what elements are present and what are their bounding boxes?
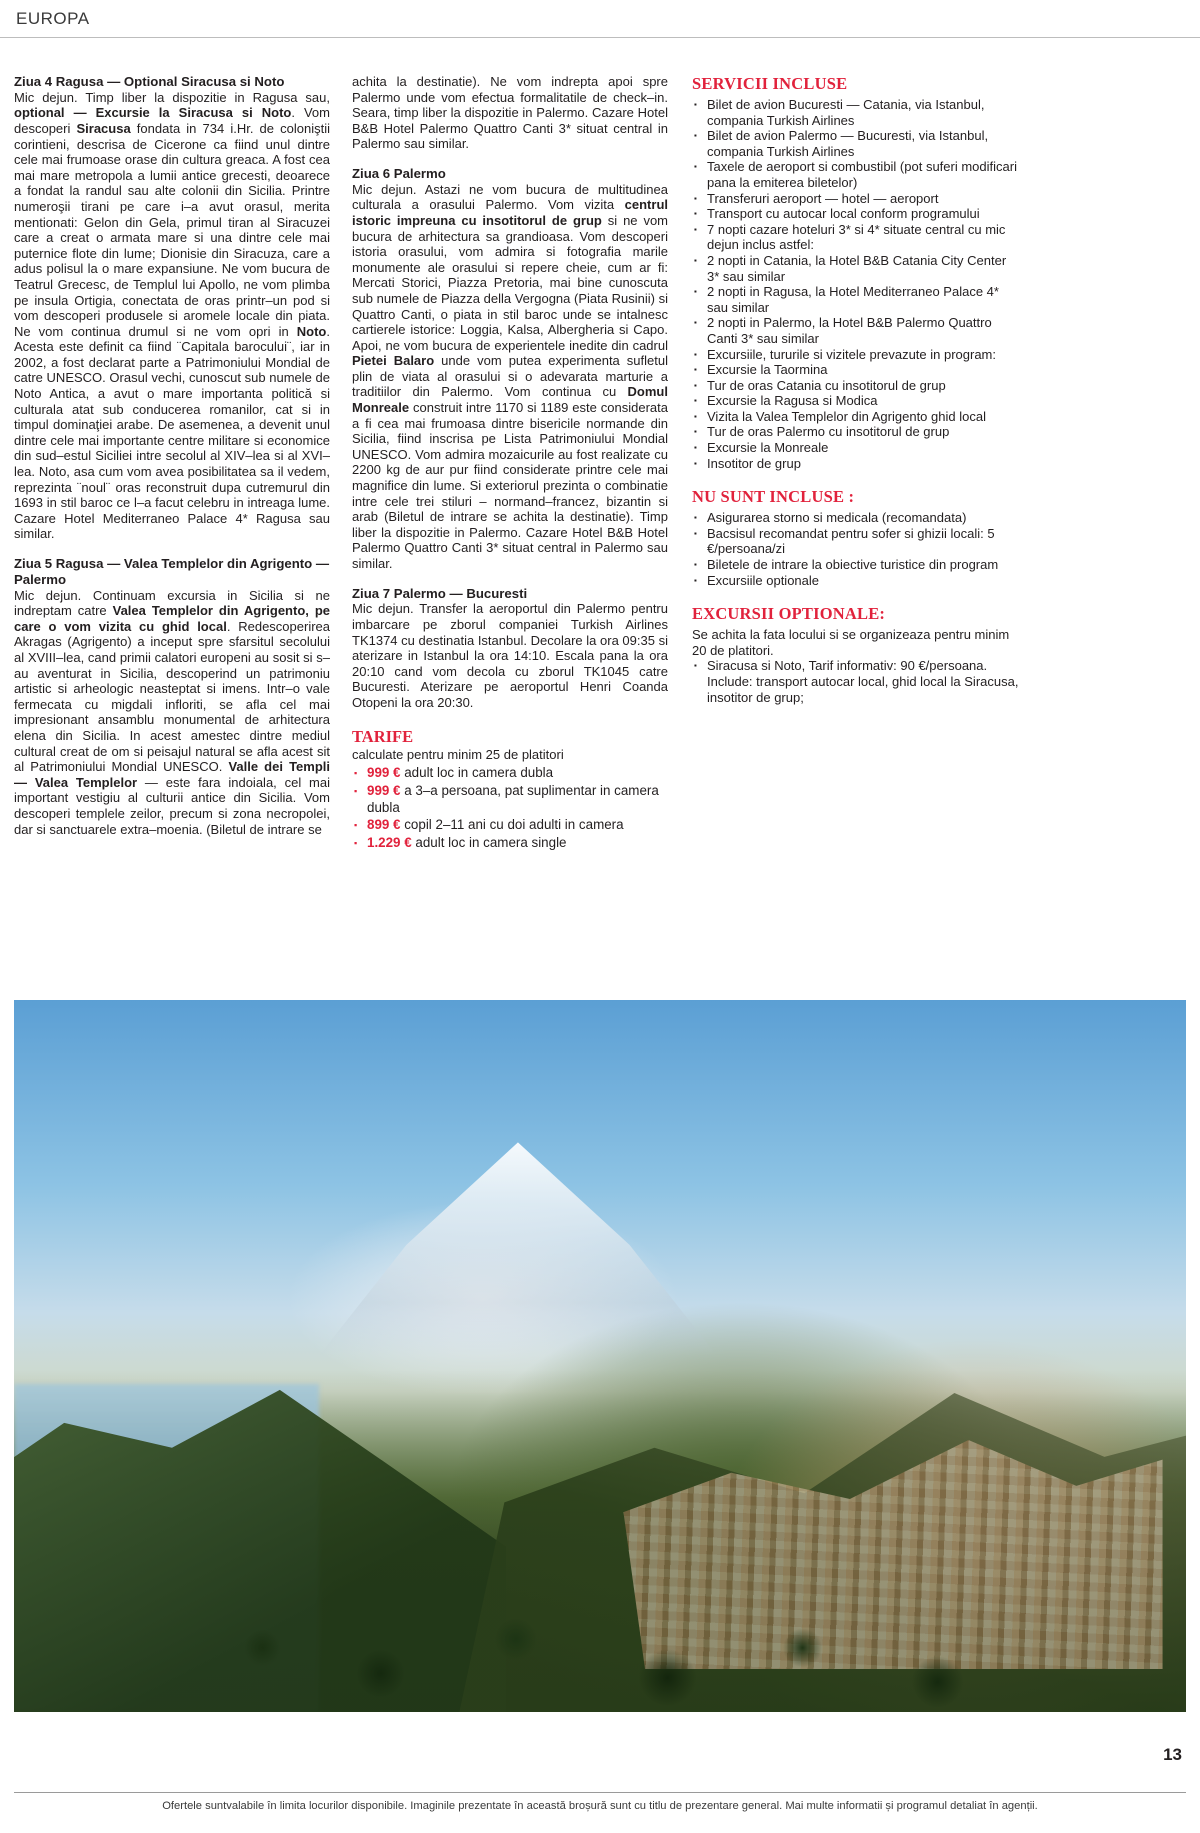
list-item: ▪ 2 nopti in Catania, la Hotel B&B Catania City Center 3* sau similar — [692, 253, 1022, 284]
content-columns — [0, 38, 1200, 851]
column-services-right — [692, 74, 1022, 705]
day6-text-f: Domul Monreale — [352, 384, 668, 416]
day4-text-b: optional — Excursie la Siracusa si Noto — [14, 105, 292, 121]
list-item: ▪ Insotitor de grup — [692, 456, 1022, 472]
excursii-optionale-note: Se achita la fata locului si se organizeaza pentru minim 20 de platitori. — [692, 627, 1010, 658]
day4-text-d: Siracusa — [76, 120, 131, 136]
day5-text-e: — este fara indoiala, cel mai important vestigiu al culturii antice din Sicilia. Vom descoperi templele zeilor, precum si zona necropolei, dar si sanctuarele extra–moenia. (Biletul de intrare se — [14, 774, 331, 837]
day4-title: Ziua 4 Ragusa — Optional Siracusa si Noto — [14, 74, 285, 89]
list-item: ▪ Bilet de avion Palermo — Bucuresti, via Istanbul, compania Turkish Airlines — [692, 128, 1022, 159]
day6-text-d: Pietei Balaro — [352, 353, 435, 369]
day6-title: Ziua 6 Palermo — [352, 165, 446, 181]
price-label: a 3–a persoana, pat suplimentar in camera dubla — [367, 782, 659, 815]
day5-text-d: Valle dei Templi — Valea Templelor — [14, 759, 330, 790]
column-itinerary-middle — [352, 74, 682, 851]
brand-label: EUROPA — [16, 8, 90, 28]
price-value: 999 € — [367, 765, 401, 781]
list-item — [352, 764, 668, 781]
list-item: ▪ Tur de oras Palermo cu insotitorul de grup — [692, 424, 1022, 440]
day4-paragraph — [14, 90, 330, 542]
list-item: ▪ Excursiile, tururile si vizitele prevazute in program: — [692, 347, 1022, 363]
day6-text-c: si ne vom bucura de arhitectura sa grandioasa. Vom descoperi istoria orasului, vom admira si fotografia marile monumente ale orasului si repere cheie, cum ar fi: Mercati Storici, Piazza Pretoria, mai bine cunoscuta sub numele de Piazza della Vergogna (Piata Rusinii) si Quattro Canti, o piata in stil baroc unde se intalnesc cartierele istorice: Loggia, Kalsa, Albergheria si Capo. Apoi, ne vom bucura de experientele inedite din cadrul — [352, 212, 668, 353]
list-item: ▪ Transport cu autocar local conform programului — [692, 206, 1022, 222]
list-item: ▪ 2 nopti in Ragusa, la Hotel Mediterraneo Palace 4* sau similar — [692, 284, 1022, 315]
list-item: ▪ Bacsisul recomandat pentru sofer si ghizii locali: 5 €/persoana/zi — [692, 526, 1022, 557]
day6-text-g: construit intre 1170 si 1189 este considerata a fi cea mai frumoasa dintre bisericile normande din Sicilia, fiind inscrisa pe Lista Patrimoniului Mondial UNESCO. Vom admira mozaicurile au fost realizate cu 2200 kg de aur pur fiind considerate printre cele mai magnifice din lume. Si exteriorul prezinta o combinatie intre cele trei stiluri – normand–francez, bizantin si arab (Biletul de intrare se achita la destinatie). Timp liber la dispozitie in Palermo. Cazare Hotel B&B Hotel Palermo Quattro Canti 3* situat central in Palermo sau similar. — [352, 400, 668, 572]
list-item: ▪ Biletele de intrare la obiective turistice din program — [692, 557, 1022, 573]
servicii-incluse-heading: SERVICII INCLUSE — [692, 74, 848, 93]
price-label: adult loc in camera dubla — [400, 765, 554, 781]
page-number: 13 — [1163, 1745, 1182, 1764]
nu-sunt-incluse-heading: NU SUNT INCLUSE : — [692, 487, 855, 507]
list-item: ▪ Excursie la Taormina — [692, 362, 1022, 378]
page-header — [0, 0, 1200, 38]
price-value: 899 € — [367, 817, 401, 833]
day4-text-f: Noto — [296, 323, 327, 339]
price-label: adult loc in camera single — [411, 834, 567, 850]
tarife-heading: TARIFE — [352, 726, 414, 746]
day6-text-b: centrul istoric impreuna cu insotitorul de grup — [352, 197, 668, 228]
servicii-incluse-list — [692, 97, 1022, 471]
list-item: ▪ 7 nopti cazare hoteluri 3* si 4* situate central cu mic dejun inclus astfel: — [692, 222, 1022, 253]
list-item: ▪ Siracusa si Noto, Tarif informativ: 90 €/persoana. Include: transport autocar local, ghid local la Siracusa, insotitor de grup; — [692, 658, 1022, 705]
excursii-optionale-heading: EXCURSII OPTIONALE: — [692, 604, 886, 624]
footer-divider — [14, 1792, 1186, 1793]
list-item: ▪ Excursie la Ragusa si Modica — [692, 393, 1022, 409]
foreground-trees-shape — [178, 1498, 1022, 1712]
list-item: ▪ Excursiile optionale — [692, 573, 1022, 589]
list-item: ▪ Vizita la Valea Templelor din Agrigento ghid local — [692, 409, 1022, 425]
footer-disclaimer: Ofertele suntvalabile în limita locurilor disponibile. Imaginile prezentate în această broșură sunt cu titlu de prezentare general. Mai multe informatii și programul detaliat în agenții. — [162, 1800, 1038, 1812]
day7-title: Ziua 7 Palermo — Bucuresti — [352, 585, 528, 601]
list-item — [352, 816, 668, 833]
list-item — [352, 834, 668, 851]
list-item: ▪ 2 nopti in Palermo, la Hotel B&B Palermo Quattro Canti 3* sau similar — [692, 315, 1022, 346]
tarife-subtitle: calculate pentru minim 25 de platitori — [352, 746, 564, 762]
list-item: ▪ Excursie la Monreale — [692, 440, 1022, 456]
list-item: ▪ Asigurarea storno si medicala (recomandata) — [692, 510, 1022, 526]
list-item: ▪ Bilet de avion Bucuresti — Catania, via Istanbul, compania Turkish Airlines — [692, 97, 1022, 128]
day6-text-a: Mic dejun. Astazi ne vom bucura de multitudinea culturala a orasului Palermo. Vom vizita — [352, 181, 668, 213]
day5-text-b: Valea Templelor din Agrigento, pe care o vom vizita cu ghid local — [14, 603, 330, 634]
day6-text-e: unde vom putea experimenta sufletul plin de viata al orasului si o adevarata marturie a traditiilor din Palermo. Vom continua cu — [352, 353, 668, 400]
day4-text-a: Mic dejun. Timp liber la dispozitie in Ragusa sau, — [14, 89, 330, 105]
photo-canvas — [14, 1000, 1186, 1712]
day5-text-c: . Redescoperirea Akragas (Agrigento) a inceput spre sfarsitul secolului al XVIII–lea, cand primii calatori europeni au sosit si s–au aventurat in Sicilia, descoperind un patrimoniu artistic si arheologic neasteptat si imens. Intr–o vale fermecata cu migdali infloriti, se afla cel mai impresionant ansamblu monumental de arhitectura elena din Sicilia. In acest amestec dintre mediul cultural creat de om si peisajul natural se afla acest sit al Patrimoniului Mondial UNESCO. — [14, 618, 330, 775]
day5-continuation: achita la destinatie). Ne vom indrepta apoi spre Palermo unde vom efectua formalitatile de check–in. Seara, timp liber la dispozitie in Palermo. Cazare Hotel B&B Hotel Palermo Quattro Canti 3* situat central in Palermo sau similar. — [352, 74, 668, 152]
day4-text-e: fondata in 734 i.Hr. de coloniştii corintieni, descrisa de Cicerone ca fiind unul dintre cele mai frumoase orase din cultura greaca. A fost cea mai mare metropola a lumii antice grecesti, deoarece a fondat la randul sau alte colonii din Sicilia. Printre numeroşii tirani pe care i–a avut orasul, merita mentionati: Gelon din Gela, primul tiran al Siracuzei care a creat o armata mare si una dintre cele mai puternice flote din lume; Dionisie din Siracuza, care a adus polisul la o mare expansiune. Ne vom bucura de Teatrul Grecesc, de Templul lui Apollo, ne vom plimba pe insula Ortigia, conectata de oras printr–un pod si vom descoperi produsele si aromele locale din piata. Ne vom continua drumul si ne vom opri in — [14, 120, 330, 339]
nu-sunt-incluse-list — [692, 510, 1022, 588]
tarife-list — [352, 764, 668, 851]
day5-text-a: Mic dejun. Continuam excursia in Sicilia si ne indreptam catre — [14, 587, 330, 619]
price-label: copil 2–11 ani cu doi adulti in camera — [400, 817, 624, 833]
day6-paragraph — [352, 182, 668, 572]
list-item: ▪ Tur de oras Catania cu insotitorul de grup — [692, 378, 1022, 394]
mount-etna-shape — [319, 1142, 717, 1356]
list-item — [352, 782, 668, 817]
column-itinerary-left — [14, 74, 344, 837]
price-value: 999 € — [367, 782, 401, 798]
list-item: ▪ Taxele de aeroport si combustibil (pot suferi modificari pana la emiterea biletelor) — [692, 159, 1022, 190]
day4-text-g: . Acesta este definit ca fiind ¨Capitala barocului¨, iar in 2002, a fost declarat parte a Patrimoniului Mondial de catre UNESCO. Orasul vechi, cunoscut sub numele de Noto Antica, a avut o mare importanta politică si culturala atat sub conducerea romanilor, cat si in timpul dominaţiei arabe. De asemenea, a devenit unul dintre cele mai importante centre militare si economice din sud–estul Siciliei intre secolul al XIV–lea si al XVI–lea. Noto, asa cum vom avea posibilitatea sa il vedem, reprezinta ¨noul¨ oras reconstruit dupa cutremurul din 1693 in stil baroc ce l–a facut celebru in intreaga lume. Cazare Hotel Mediterraneo Palace 4* Ragusa sau similar. — [14, 323, 330, 542]
price-value: 1.229 € — [367, 834, 412, 850]
day5-title: Ziua 5 Ragusa — Valea Templelor din Agrigento — Palermo — [14, 556, 330, 587]
day4-text-c: . Vom descoperi — [14, 105, 330, 136]
day5-paragraph — [14, 588, 330, 838]
excursii-optionale-list — [692, 658, 1022, 705]
list-item: ▪ Transferuri aeroport — hotel — aeroport — [692, 191, 1022, 207]
taormina-photo — [14, 1000, 1186, 1712]
day7-paragraph: Mic dejun. Transfer la aeroportul din Palermo pentru imbarcare pe zborul companiei Turkish Airlines TK1374 cu destinatia Istanbul. Decolare la ora 09:35 si aterizare in Istanbul la ora 14:10. Escala pana la ora 20:10 cand vom decola cu zborul TK1045 catre Bucuresti. Aterizare pe aeroportul Henri Coanda Otopeni la ora 20:30. — [352, 601, 668, 710]
